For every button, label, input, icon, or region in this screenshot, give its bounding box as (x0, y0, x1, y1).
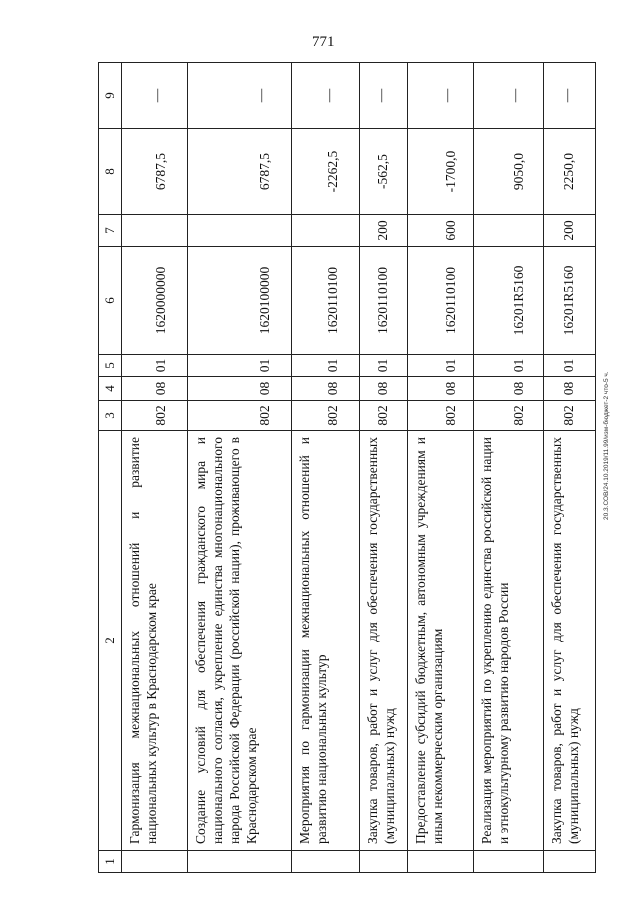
code-subsection: 01 (153, 358, 168, 373)
code-section: 08 (561, 381, 576, 396)
row-index-cell (360, 851, 408, 873)
amount-2: — (321, 88, 336, 103)
code-subsection: 01 (375, 358, 390, 373)
row-index-cell (474, 851, 544, 873)
code-expense-type (126, 215, 152, 246)
header-col-4: 4 (99, 377, 122, 401)
table-row (188, 63, 292, 873)
code-section: 08 (443, 381, 458, 396)
code-expense-type: 600 (443, 220, 458, 241)
code-subsection: 01 (443, 358, 458, 373)
amount-2: — (559, 88, 574, 103)
code-section: 08 (375, 381, 390, 396)
code-target: 1620110100 (443, 267, 458, 334)
header-col-8: 8 (99, 129, 122, 215)
code-expense-type (478, 215, 510, 246)
amount: -1700,0 (443, 150, 458, 193)
code-admin: 802 (257, 405, 272, 426)
header-col-6: 6 (99, 247, 122, 355)
row-index-cell (408, 851, 474, 873)
code-target: 16201R5160 (561, 265, 576, 336)
table-row (474, 63, 544, 873)
code-target: 1620110100 (375, 267, 390, 334)
document-code: 20.3.СОВ/24.10.2019/11.99/изм-бюджет-2 что-5 ч. (603, 371, 610, 520)
row-name: Предоставление субсидий бюджетным, автономным учреждениям и иным некоммерческим организациям (408, 431, 474, 851)
amount-2: — (439, 88, 454, 103)
row-index-cell (188, 851, 292, 873)
row-name: Мероприятия по гармонизации межнациональных отношений и развитию национальных культур (292, 431, 360, 851)
code-expense-type (296, 215, 324, 246)
code-subsection: 01 (257, 358, 272, 373)
row-name: Закупка товаров, работ и услуг для обеспечения государственных (муниципальных) нужд (544, 431, 596, 851)
table-row (408, 63, 474, 873)
code-subsection: 01 (325, 358, 340, 373)
table-row (360, 63, 408, 873)
table-row (544, 63, 596, 873)
row-name: Реализация мероприятий по укреплению единства российской нации и этнокультурному развитию народов России (474, 431, 544, 851)
code-section: 08 (325, 381, 340, 396)
budget-table (98, 62, 596, 873)
code-section: 08 (511, 381, 526, 396)
code-subsection: 01 (561, 358, 576, 373)
code-target: 1620110100 (325, 267, 340, 334)
header-col-2: 2 (99, 431, 122, 851)
amount: 6787,5 (257, 152, 272, 191)
table-row (122, 63, 188, 873)
code-section: 08 (257, 381, 272, 396)
code-target: 1620000000 (153, 266, 168, 335)
row-name: Закупка товаров, работ и услуг для обеспечения государственных (муниципальных) нужд (360, 431, 408, 851)
code-admin: 802 (375, 405, 390, 426)
header-col-3: 3 (99, 401, 122, 431)
code-subsection: 01 (511, 358, 526, 373)
code-admin: 802 (511, 405, 526, 426)
amount-2: — (373, 88, 388, 103)
row-index-cell (292, 851, 360, 873)
header-col-7: 7 (99, 215, 122, 247)
page-number: 771 (312, 34, 335, 50)
row-name: Гармонизация межнациональных отношений и развитие национальных культур в Краснодарском крае (122, 431, 188, 851)
code-target: 1620100000 (257, 266, 272, 335)
row-index-cell (122, 851, 188, 873)
code-expense-type: 200 (561, 220, 576, 241)
amount: -562,5 (375, 154, 390, 189)
amount: 6787,5 (153, 152, 168, 191)
code-target: 16201R5160 (511, 265, 526, 336)
amount-2: — (149, 88, 164, 103)
table-row (292, 63, 360, 873)
code-expense-type (192, 215, 256, 246)
header-col-1: 1 (99, 851, 122, 873)
code-expense-type: 200 (375, 220, 390, 241)
code-section: 08 (153, 381, 168, 396)
code-admin: 802 (325, 405, 340, 426)
amount-2: — (507, 88, 522, 103)
table-header-row (99, 63, 122, 873)
row-index-cell (544, 851, 596, 873)
budget-table-rotated (98, 63, 594, 873)
code-admin: 802 (153, 405, 168, 426)
header-col-9: 9 (99, 63, 122, 129)
header-col-5: 5 (99, 355, 122, 377)
amount: 2250,0 (561, 152, 576, 191)
code-admin: 802 (443, 405, 458, 426)
amount: 9050,0 (511, 152, 526, 191)
code-admin: 802 (561, 405, 576, 426)
amount: -2262,5 (325, 150, 340, 193)
amount-2: — (253, 88, 268, 103)
row-name: Создание условий для обеспечения гражданского мира и национального согласия, укрепление единства многонационального народа Российской Федерации (российской нации), проживающего в Краснодарском крае (188, 431, 292, 851)
